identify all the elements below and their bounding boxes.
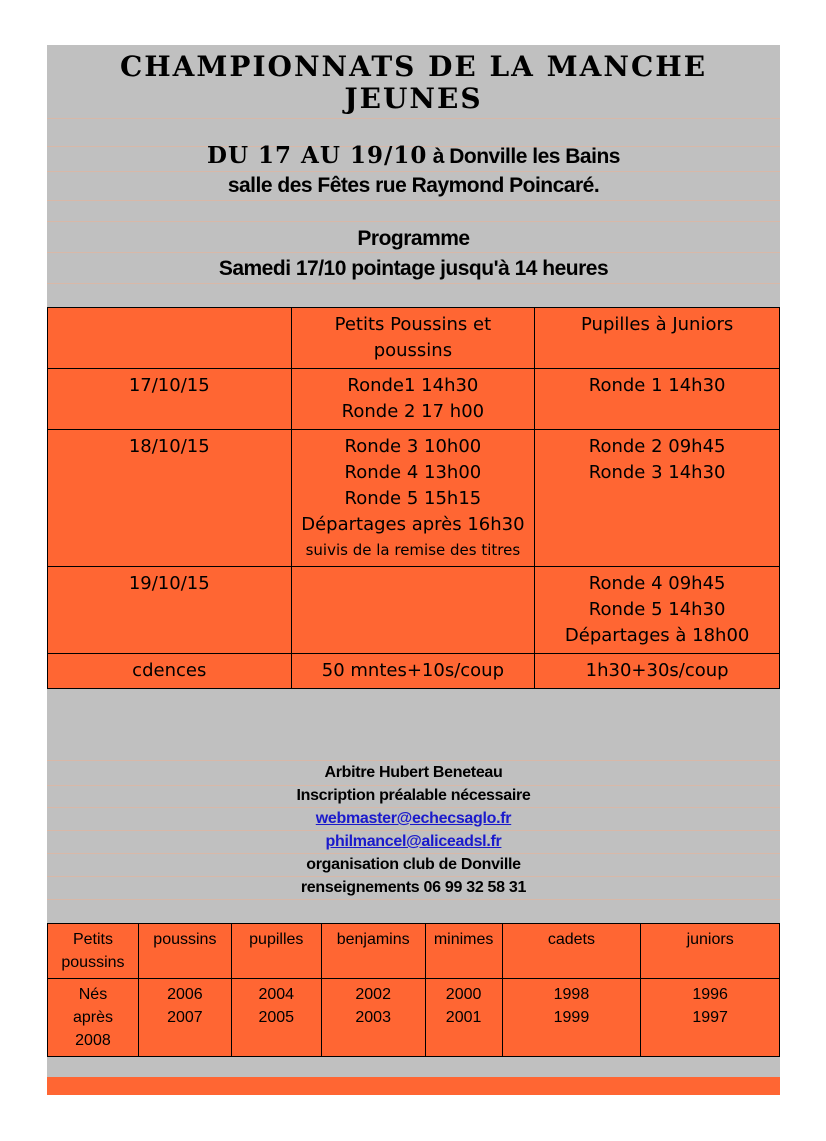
date-cell: 18/10/15 bbox=[48, 430, 292, 567]
year-text: 2005 bbox=[258, 1009, 295, 1026]
header-cell-pupilles-juniors: Pupilles à Juniors bbox=[535, 308, 780, 369]
grid-line bbox=[47, 171, 780, 172]
registration-note: Inscription préalable nécessaire bbox=[296, 787, 531, 804]
schedule-table bbox=[47, 307, 780, 689]
rounds-cell bbox=[535, 430, 780, 567]
page-title-line2: JEUNES bbox=[344, 82, 483, 115]
header-cell-empty bbox=[48, 308, 292, 369]
years-row bbox=[48, 979, 780, 1057]
year-text: 2006 bbox=[167, 986, 203, 1003]
year-text: 1997 bbox=[692, 1009, 728, 1026]
age-categories-table bbox=[47, 923, 780, 1057]
event-dates-place bbox=[47, 142, 780, 169]
rounds-cell bbox=[291, 567, 535, 654]
cadence-label: cdences bbox=[48, 654, 292, 689]
grid-line bbox=[47, 200, 780, 201]
grid-line bbox=[47, 221, 780, 222]
round-item: Ronde 4 13h00 bbox=[344, 462, 482, 483]
year-text: 1996 bbox=[692, 986, 728, 1003]
page-title: CHAMPIONNATS DE LA MANCHE bbox=[119, 50, 708, 83]
arbiter: Arbitre Hubert Beneteau bbox=[324, 764, 503, 781]
round-item: Ronde 3 14h30 bbox=[588, 462, 726, 483]
contact-phone: renseignements 06 99 32 58 31 bbox=[300, 879, 527, 896]
programme-heading: Programme bbox=[357, 227, 470, 250]
event-hall: salle des Fêtes rue Raymond Poincaré. bbox=[227, 174, 600, 197]
email-link[interactable]: philmancel@aliceadsl.fr bbox=[325, 833, 502, 850]
round-item: Ronde 4 09h45 bbox=[588, 573, 726, 594]
year-text: 2003 bbox=[355, 1009, 391, 1026]
table-header-row bbox=[48, 308, 780, 369]
category-cell: benjamins bbox=[321, 924, 425, 979]
category-row bbox=[48, 924, 780, 979]
category-cell: pupilles bbox=[231, 924, 321, 979]
year-text: 2000 bbox=[445, 986, 482, 1003]
event-dates: DU 17 AU 19/10 bbox=[207, 142, 428, 169]
year-text: 1999 bbox=[553, 1009, 590, 1026]
email-link[interactable]: webmaster@echecsaglo.fr bbox=[315, 810, 512, 827]
year-text: Nés bbox=[78, 986, 108, 1003]
cadence-row bbox=[48, 654, 780, 689]
category-cell: Petits poussins bbox=[48, 924, 139, 979]
round-item: Ronde 2 09h45 bbox=[588, 436, 726, 457]
rounds-cell bbox=[535, 567, 780, 654]
year-text: 2001 bbox=[445, 1009, 482, 1026]
round-item: Ronde 5 14h30 bbox=[588, 599, 726, 620]
organisation: organisation club de Donville bbox=[306, 856, 521, 873]
checkin-time: Samedi 17/10 pointage jusqu'à 14 heures bbox=[218, 257, 609, 280]
cadence-value: 1h30+30s/coup bbox=[535, 654, 780, 689]
year-text: 2007 bbox=[167, 1009, 203, 1026]
category-cell: juniors bbox=[641, 924, 780, 979]
round-item: Départages à 18h00 bbox=[564, 625, 750, 646]
table-row bbox=[48, 430, 780, 567]
years-cell bbox=[138, 979, 231, 1057]
grid-line bbox=[47, 118, 780, 119]
table-row bbox=[48, 567, 780, 654]
date-cell: 19/10/15 bbox=[48, 567, 292, 654]
years-cell bbox=[321, 979, 425, 1057]
cadence-value: 50 mntes+10s/coup bbox=[291, 654, 535, 689]
grid-line bbox=[47, 899, 780, 900]
date-cell: 17/10/15 bbox=[48, 369, 292, 430]
round-item: Ronde 3 10h00 bbox=[344, 436, 482, 457]
flyer-sheet bbox=[47, 45, 780, 1095]
round-item: Ronde 1 14h30 bbox=[588, 375, 726, 396]
year-text: 1998 bbox=[553, 986, 590, 1003]
year-text: 2002 bbox=[355, 986, 391, 1003]
year-text: après bbox=[72, 1009, 113, 1026]
rounds-cell bbox=[291, 430, 535, 567]
category-cell: poussins bbox=[138, 924, 231, 979]
round-note: suivis de la remise des titres bbox=[305, 541, 521, 559]
email-link-2-wrap bbox=[47, 830, 780, 853]
header-cell-petits-poussins: Petits Poussins et poussins bbox=[291, 308, 535, 369]
event-place: à Donville les Bains bbox=[427, 145, 620, 168]
round-item: Ronde 2 17 h00 bbox=[341, 401, 485, 422]
table-row bbox=[48, 369, 780, 430]
years-cell bbox=[425, 979, 502, 1057]
round-item: Départages après 16h30 bbox=[301, 514, 525, 535]
years-cell bbox=[641, 979, 780, 1057]
rounds-cell bbox=[291, 369, 535, 430]
years-cell bbox=[231, 979, 321, 1057]
years-cell bbox=[502, 979, 641, 1057]
category-cell: minimes bbox=[425, 924, 502, 979]
grid-line bbox=[47, 252, 780, 253]
grid-line bbox=[47, 283, 780, 284]
year-text: 2004 bbox=[258, 986, 295, 1003]
years-cell bbox=[48, 979, 139, 1057]
email-link-1-wrap bbox=[47, 807, 780, 830]
year-text: 2008 bbox=[75, 1032, 111, 1049]
rounds-cell bbox=[535, 369, 780, 430]
round-item: Ronde1 14h30 bbox=[347, 375, 479, 396]
footer-bar bbox=[47, 1077, 780, 1095]
round-item: Ronde 5 15h15 bbox=[344, 488, 482, 509]
category-cell: cadets bbox=[502, 924, 641, 979]
